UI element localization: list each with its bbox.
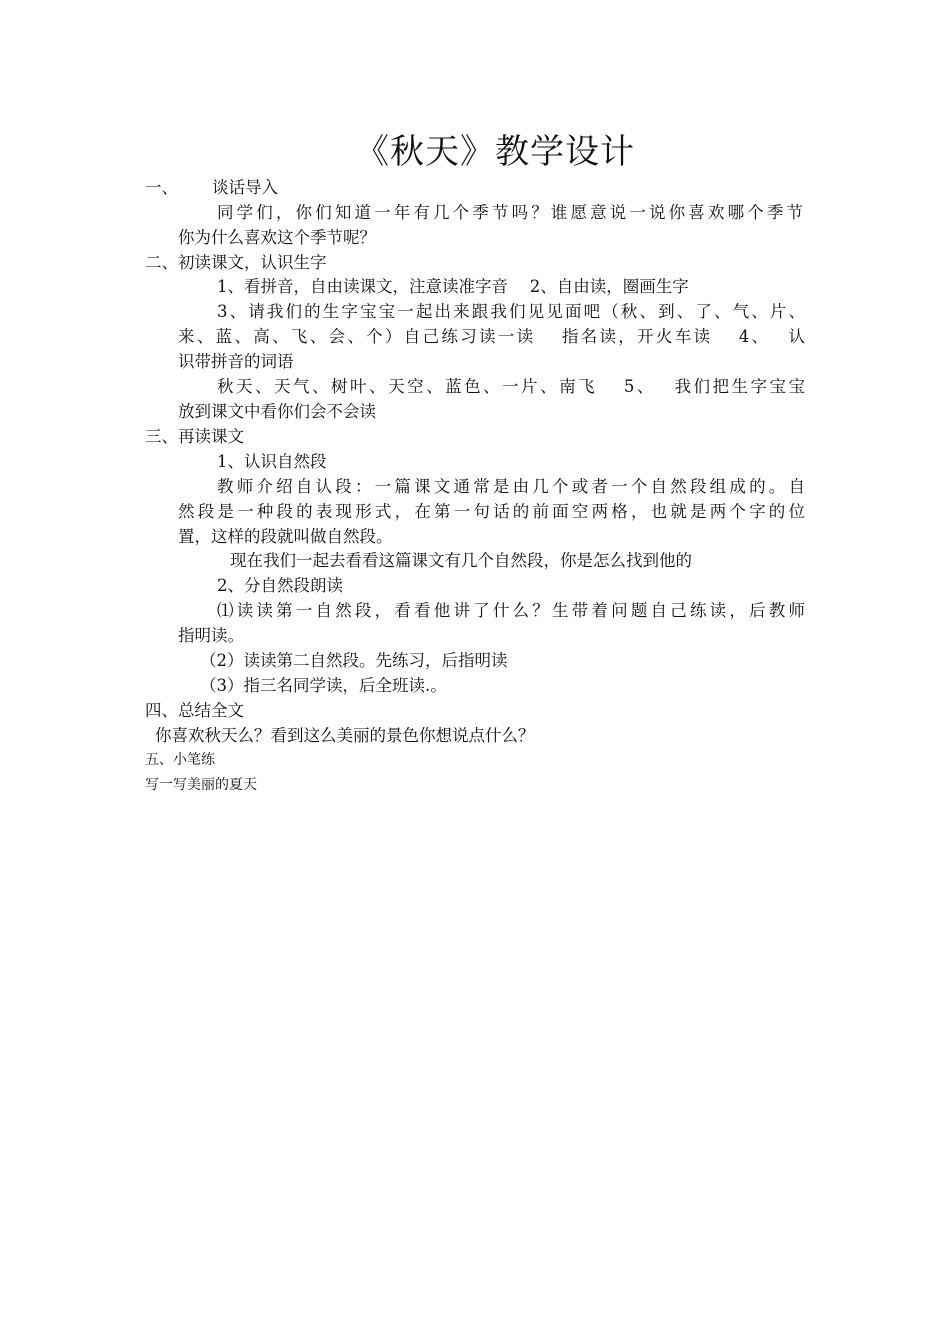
section-3-line: （3）指三名同学读，后全班读.。 xyxy=(200,676,447,695)
section-5-heading: 五、小笔练 xyxy=(145,752,215,768)
section-2-line: 识带拼音的词语 xyxy=(178,352,294,371)
section-4-line: 你喜欢秋天么？看到这么美丽的景色你想说点什么？ xyxy=(155,726,535,745)
section-2-line: 来、蓝、高、飞、会、个）自己练习读一读 指名读，开火车读 4、 认 xyxy=(178,327,805,346)
section-3-line: 指明读。 xyxy=(178,626,244,645)
section-4-heading: 四、总结全文 xyxy=(145,701,244,720)
section-2-line: 1、看拼音，自由读课文，注意读准字音 2、自由读，圈画生字 xyxy=(217,277,689,296)
section-1-heading: 谈话导入 xyxy=(212,178,278,197)
section-3-line: 置，这样的段就叫做自然段。 xyxy=(178,527,393,546)
section-2-line: 秋天、天气、树叶、天空、蓝色、一片、南飞 5、 我们把生字宝宝 xyxy=(217,377,805,396)
section-3-line: ⑴读读第一自然段，看看他讲了什么？生带着问题自己练读，后教师 xyxy=(217,601,805,620)
section-2-line: 放到课文中看你们会不会读 xyxy=(178,402,376,421)
section-3-line: 然段是一种段的表现形式，在第一句话的前面空两格，也就是两个字的位 xyxy=(178,502,805,521)
section-1-line: 同学们，你们知道一年有几个季节吗？谁愿意说一说你喜欢哪个季节 xyxy=(217,203,803,222)
section-3-line: 现在我们一起去看看这篇课文有几个自然段，你是怎么找到他的 xyxy=(230,551,692,570)
section-3-heading: 三、再读课文 xyxy=(145,427,244,446)
section-3-line: 1、认识自然段 xyxy=(217,452,327,471)
section-2-heading: 二、初读课文，认识生字 xyxy=(145,253,327,272)
section-5-line: 写一写美丽的夏天 xyxy=(145,777,257,793)
section-2-line: 3、请我们的生字宝宝一起出来跟我们见见面吧（秋、到、了、气、片、 xyxy=(217,302,805,321)
section-1-number: 一、 xyxy=(145,178,178,197)
section-3-line: （2）读读第二自然段。先练习，后指明读 xyxy=(200,651,508,670)
section-3-line: 2、分自然段朗读 xyxy=(217,576,343,595)
document-title: 《秋天》教学设计 xyxy=(355,132,635,172)
section-1-line: 你为什么喜欢这个季节呢？ xyxy=(178,228,376,247)
section-3-line: 教师介绍自认段：一篇课文通常是由几个或者一个自然段组成的。自 xyxy=(217,477,805,496)
